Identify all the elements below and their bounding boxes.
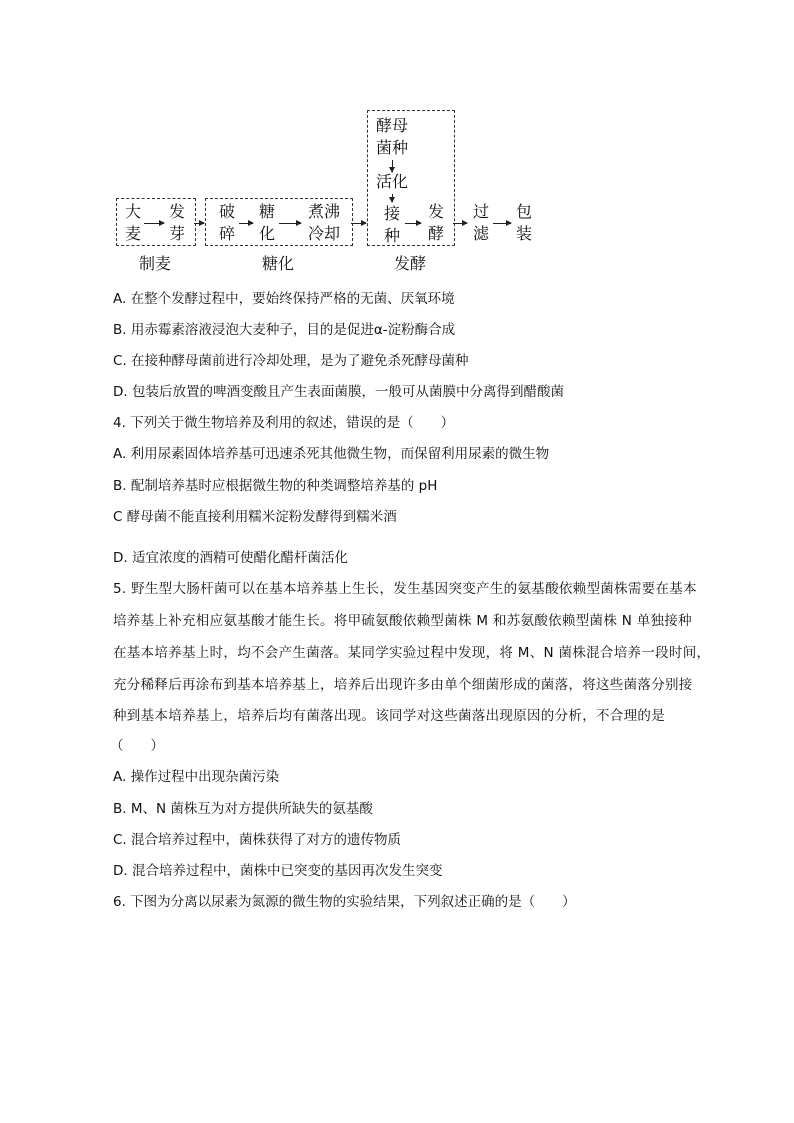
inoculate-char-2: 种 — [383, 226, 400, 245]
boil-text: 煮沸 — [307, 202, 340, 221]
filter-char-1: 过 — [472, 202, 489, 221]
saccharify-char-1: 糖 — [258, 202, 275, 221]
q3-option-c: C. 在接种酵母菌前进行冷却处理，是为了避免杀死酵母菌种 — [113, 353, 469, 369]
crush-char-2: 碎 — [218, 224, 235, 243]
arrow-barley-to-germinate — [144, 223, 164, 224]
arrow-inoculate-to-ferment — [405, 223, 421, 224]
germinate-char-2: 芽 — [168, 224, 185, 243]
malting-label: 制麦 — [138, 254, 171, 273]
beer-brewing-flowchart — [112, 108, 542, 278]
q4-option-b: B. 配制培养基时应根据微生物的种类调整培养基的 pH — [113, 478, 438, 494]
arrow-activate-to-inoculate — [392, 194, 393, 202]
ferment-char-2: 酵 — [427, 224, 444, 243]
activation-text: 活化 — [375, 172, 408, 191]
q3-option-b: B. 用赤霉素溶液浸泡大麦种子，目的是促进α-淀粉酶合成 — [113, 322, 456, 338]
arrow-fermentation-to-filter — [453, 223, 467, 224]
barley-char-2: 麦 — [124, 224, 141, 243]
barley-char-1: 大 — [124, 202, 141, 221]
filter-char-2: 滤 — [472, 224, 489, 243]
pack-char-1: 包 — [515, 202, 532, 221]
q5-stem-line-1: 5. 野生型大肠杆菌可以在基本培养基上生长，发生基因突变产生的氨基酸依赖型菌株需要在基本 — [113, 581, 697, 597]
cool-text: 冷却 — [307, 224, 340, 243]
q6-stem: 6. 下图为分离以尿素为氮源的微生物的实验结果，下列叙述正确的是（ ） — [113, 894, 576, 910]
q3-option-d: D. 包装后放置的啤酒变酸且产生表面菌膜，一般可从菌膜中分离得到醋酸菌 — [113, 384, 564, 400]
q5-option-b: B. M、N 菌株互为对方提供所缺失的氨基酸 — [113, 801, 373, 817]
q4-option-a: A. 利用尿素固体培养基可迅速杀死其他微生物，而保留利用尿素的微生物 — [113, 446, 550, 462]
q5-stem-line-2: 培养基上补充相应氨基酸才能生长。将甲硫氨酸依赖型菌株 M 和苏氨酸依赖型菌株 N 单独接种 — [113, 613, 692, 629]
q4-option-d: D. 适宜浓度的酒精可使醋化醋杆菌活化 — [113, 550, 348, 566]
fermentation-label: 发酵 — [393, 254, 426, 273]
arrow-filter-to-pack — [493, 223, 511, 224]
saccharification-label: 糖化 — [261, 254, 294, 273]
crush-char-1: 破 — [218, 202, 235, 221]
q5-stem-line-5: 种到基本培养基上，培养后均有菌落出现。该同学对这些菌落出现原因的分析，不合理的是 — [113, 708, 665, 724]
arrow-malting-to-saccharification — [194, 223, 204, 224]
yeast-text-1: 酵母 — [375, 116, 408, 135]
q5-option-d: D. 混合培养过程中，菌株中已突变的基因再次发生突变 — [113, 863, 443, 879]
arrow-saccharify-to-boil — [279, 223, 301, 224]
germinate-char-1: 发 — [168, 202, 185, 221]
arrow-yeast-to-activate — [392, 160, 393, 172]
q5-stem-line-3: 在基本培养基上时，均不会产生菌落。某同学实验过程中发现，将 M、N 菌株混合培养一段时间， — [113, 645, 711, 661]
q4-stem: 4. 下列关于微生物培养及利用的叙述，错误的是（ ） — [113, 415, 455, 431]
saccharify-char-2: 化 — [258, 224, 275, 243]
q5-option-a: A. 操作过程中出现杂菌污染 — [113, 769, 280, 785]
arrow-saccharification-to-fermentation — [351, 223, 366, 224]
q5-stem-line-4: 充分稀释后再涂布到基本培养基上，培养后出现许多由单个细菌形成的菌落，将这些菌落分别接 — [113, 677, 693, 693]
q4-option-c: C 酵母菌不能直接利用糯米淀粉发酵得到糯米酒 — [113, 509, 397, 525]
pack-char-2: 装 — [515, 224, 532, 243]
q3-option-a: A. 在整个发酵过程中，要始终保持严格的无菌、厌氧环境 — [113, 291, 455, 307]
inoculate-char-1: 接 — [383, 204, 400, 223]
yeast-text-2: 菌种 — [375, 138, 408, 157]
q5-answer-bracket: （ ） — [110, 738, 164, 754]
ferment-char-1: 发 — [427, 202, 444, 221]
arrow-crush-to-saccharify — [239, 223, 253, 224]
q5-option-c: C. 混合培养过程中，菌株获得了对方的遗传物质 — [113, 832, 402, 848]
